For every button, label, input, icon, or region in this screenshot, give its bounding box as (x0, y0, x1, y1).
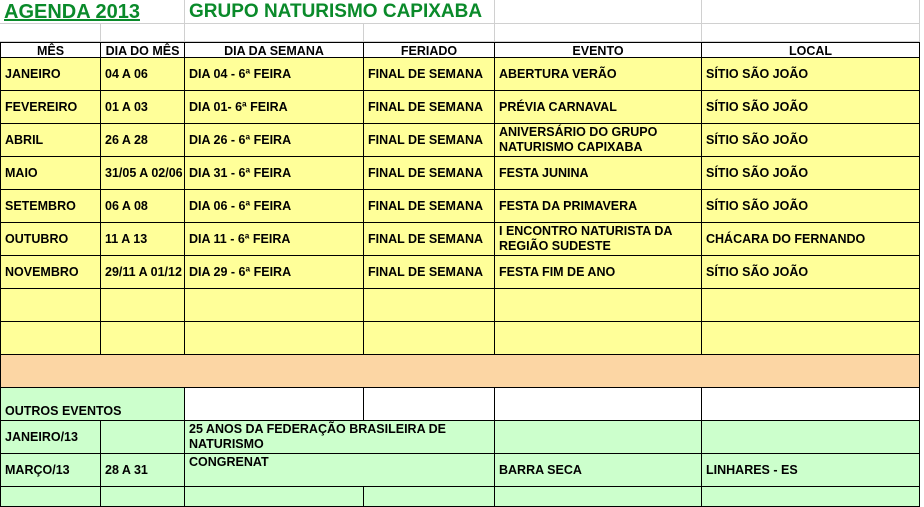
empty-cell[interactable] (185, 322, 364, 355)
cell-local[interactable]: SÍTIO SÃO JOÃO (702, 58, 920, 91)
cell-mes[interactable]: OUTUBRO (0, 223, 101, 256)
cell-dia[interactable]: 01 A 03 (101, 91, 185, 124)
cell-semana[interactable]: DIA 26 - 6ª FEIRA (185, 124, 364, 157)
empty-cell[interactable] (0, 24, 101, 42)
outros-evento[interactable]: 25 ANOS DA FEDERAÇÃO BRASILEIRA DE NATURISMO (185, 421, 495, 454)
cell-mes[interactable]: ABRIL (0, 124, 101, 157)
cell-evento[interactable]: FESTA DA PRIMAVERA (495, 190, 702, 223)
header-evento[interactable]: EVENTO (495, 42, 702, 58)
cell-mes[interactable]: SETEMBRO (0, 190, 101, 223)
empty-cell[interactable] (0, 289, 101, 322)
separator-row[interactable] (0, 355, 920, 388)
cell-evento[interactable]: FESTA JUNINA (495, 157, 702, 190)
cell-mes[interactable]: JANEIRO (0, 58, 101, 91)
empty-cell[interactable] (495, 0, 702, 24)
empty-cell[interactable] (702, 289, 920, 322)
empty-cell[interactable] (364, 322, 495, 355)
cell-feriado[interactable]: FINAL DE SEMANA (364, 256, 495, 289)
cell-semana[interactable]: DIA 29 - 6ª FEIRA (185, 256, 364, 289)
empty-cell[interactable] (185, 24, 364, 42)
empty-cell[interactable] (101, 24, 185, 42)
header-feriado[interactable]: FERIADO (364, 42, 495, 58)
empty-cell[interactable] (702, 322, 920, 355)
cell-feriado[interactable]: FINAL DE SEMANA (364, 223, 495, 256)
empty-cell[interactable] (702, 24, 920, 42)
empty-cell[interactable] (364, 24, 495, 42)
cell-evento[interactable]: ANIVERSÁRIO DO GRUPO NATURISMO CAPIXABA (495, 124, 702, 157)
cell-semana[interactable]: DIA 04 - 6ª FEIRA (185, 58, 364, 91)
empty-cell[interactable] (185, 487, 364, 507)
empty-cell[interactable] (101, 289, 185, 322)
cell-mes[interactable]: MAIO (0, 157, 101, 190)
empty-cell[interactable] (101, 322, 185, 355)
cell-semana[interactable]: DIA 01- 6ª FEIRA (185, 91, 364, 124)
cell-evento[interactable]: ABERTURA VERÃO (495, 58, 702, 91)
outros-local[interactable]: BARRA SECA (495, 454, 702, 487)
cell-dia[interactable]: 04 A 06 (101, 58, 185, 91)
empty-cell[interactable] (495, 487, 702, 507)
empty-cell[interactable] (185, 388, 364, 421)
cell-mes[interactable]: FEVEREIRO (0, 91, 101, 124)
cell-feriado[interactable]: FINAL DE SEMANA (364, 157, 495, 190)
cell-feriado[interactable]: FINAL DE SEMANA (364, 58, 495, 91)
header-local[interactable]: LOCAL (702, 42, 920, 58)
outros-dia[interactable] (101, 421, 185, 454)
cell-evento[interactable]: PRÉVIA CARNAVAL (495, 91, 702, 124)
group-cell[interactable]: GRUPO NATURISMO CAPIXABA (185, 0, 495, 24)
header-dia-do-mes[interactable]: DIA DO MÊS (101, 42, 185, 58)
outros-dia[interactable]: 28 A 31 (101, 454, 185, 487)
cell-dia[interactable]: 06 A 08 (101, 190, 185, 223)
cell-dia[interactable]: 26 A 28 (101, 124, 185, 157)
cell-dia[interactable]: 31/05 A 02/06 (101, 157, 185, 190)
cell-dia[interactable]: 11 A 13 (101, 223, 185, 256)
cell-local[interactable]: CHÁCARA DO FERNANDO (702, 223, 920, 256)
cell-dia[interactable]: 29/11 A 01/12 (101, 256, 185, 289)
cell-local[interactable]: SÍTIO SÃO JOÃO (702, 190, 920, 223)
cell-feriado[interactable]: FINAL DE SEMANA (364, 124, 495, 157)
outros-evento[interactable]: CONGRENAT (185, 454, 495, 487)
empty-cell[interactable] (702, 0, 920, 24)
empty-cell[interactable] (495, 24, 702, 42)
empty-cell[interactable] (185, 289, 364, 322)
empty-cell[interactable] (0, 487, 101, 507)
cell-mes[interactable]: NOVEMBRO (0, 256, 101, 289)
empty-cell[interactable] (364, 388, 495, 421)
cell-semana[interactable]: DIA 31 - 6ª FEIRA (185, 157, 364, 190)
cell-local[interactable]: SÍTIO SÃO JOÃO (702, 256, 920, 289)
empty-cell[interactable] (364, 487, 495, 507)
outros-eventos-label[interactable]: OUTROS EVENTOS (0, 388, 185, 421)
outros-cidade[interactable]: LINHARES - ES (702, 454, 920, 487)
header-mes[interactable]: MÊS (0, 42, 101, 58)
empty-cell[interactable] (702, 388, 920, 421)
outros-mes[interactable]: MARÇO/13 (0, 454, 101, 487)
cell-evento[interactable]: I ENCONTRO NATURISTA DA REGIÃO SUDESTE (495, 223, 702, 256)
empty-cell[interactable] (495, 388, 702, 421)
outros-cidade[interactable] (702, 421, 920, 454)
cell-semana[interactable]: DIA 06 - 6ª FEIRA (185, 190, 364, 223)
empty-cell[interactable] (101, 487, 185, 507)
header-dia-da-semana[interactable]: DIA DA SEMANA (185, 42, 364, 58)
empty-cell[interactable] (364, 289, 495, 322)
empty-cell[interactable] (495, 289, 702, 322)
empty-cell[interactable] (702, 487, 920, 507)
cell-local[interactable]: SÍTIO SÃO JOÃO (702, 124, 920, 157)
empty-cell[interactable] (0, 322, 101, 355)
title-cell[interactable]: AGENDA 2013 (0, 0, 185, 24)
cell-semana[interactable]: DIA 11 - 6ª FEIRA (185, 223, 364, 256)
cell-local[interactable]: SÍTIO SÃO JOÃO (702, 91, 920, 124)
cell-feriado[interactable]: FINAL DE SEMANA (364, 190, 495, 223)
outros-mes[interactable]: JANEIRO/13 (0, 421, 101, 454)
cell-feriado[interactable]: FINAL DE SEMANA (364, 91, 495, 124)
outros-local[interactable] (495, 421, 702, 454)
cell-local[interactable]: SÍTIO SÃO JOÃO (702, 157, 920, 190)
cell-evento[interactable]: FESTA FIM DE ANO (495, 256, 702, 289)
empty-cell[interactable] (495, 322, 702, 355)
